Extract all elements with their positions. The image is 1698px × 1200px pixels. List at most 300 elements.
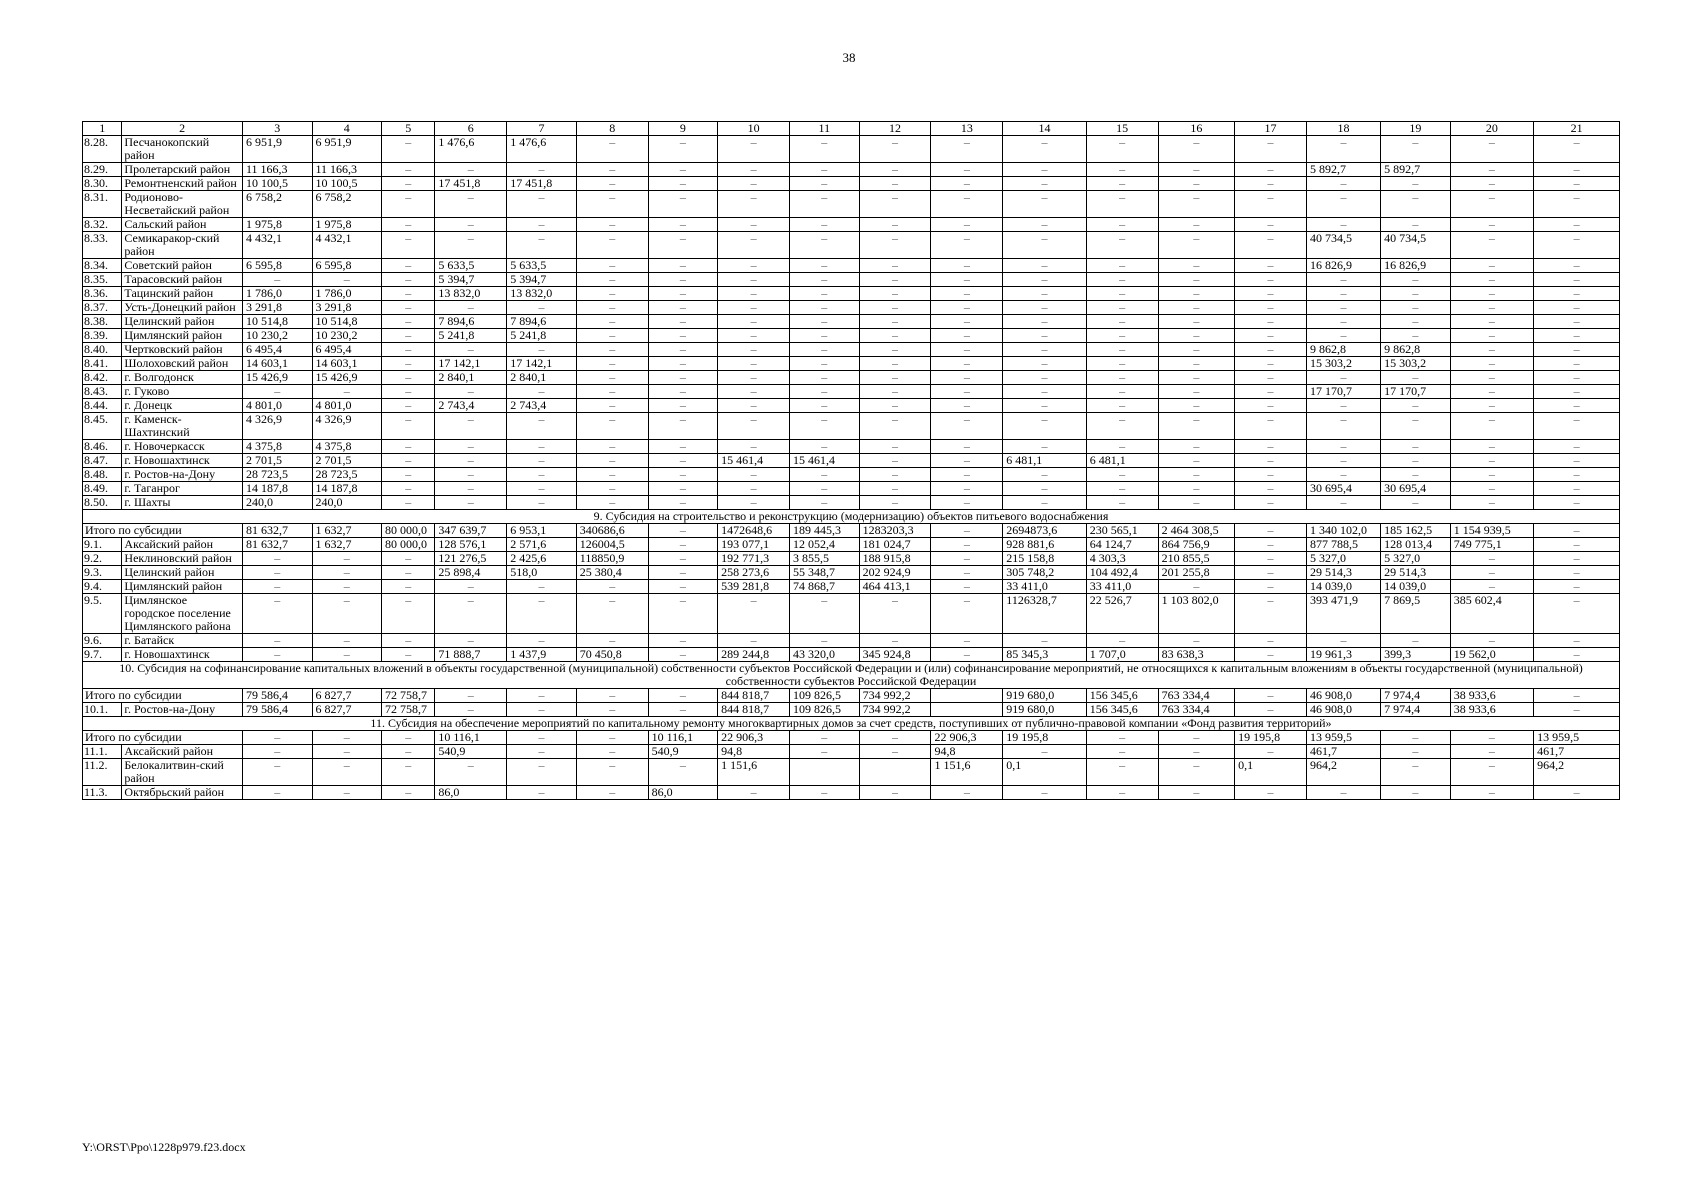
column-number-header: 16 [1158,122,1235,136]
table-cell: – [507,440,577,454]
table-cell: – [1450,191,1533,218]
table-cell: – [507,232,577,259]
table-row [83,163,1620,177]
table-cell: 1 975,8 [312,218,382,232]
table-cell: 6 951,9 [242,136,312,163]
table-cell: – [859,496,931,510]
table-cell: – [435,440,507,454]
table-cell: – [435,301,507,315]
table-cell: – [931,648,1003,662]
column-number-header: 9 [648,122,718,136]
table-cell: – [312,648,382,662]
table-cell: – [1534,385,1620,399]
table-cell: – [1235,399,1307,413]
table-cell: – [435,759,507,786]
table-cell: – [1003,357,1086,371]
table-cell: – [576,343,648,357]
row-number: 8.48. [83,468,122,482]
table-cell: – [790,371,860,385]
table-cell: – [1306,177,1380,191]
table-cell: 185 162,5 [1381,524,1451,538]
territory-name: г. Новошахтинск [122,648,243,662]
table-cell: – [1381,301,1451,315]
table-cell: – [718,399,790,413]
table-cell: – [1086,745,1158,759]
territory-name: г. Таганрог [122,482,243,496]
table-cell: – [718,413,790,440]
table-cell: – [1306,371,1380,385]
table-cell: – [790,731,860,745]
table-cell: – [1450,259,1533,273]
table-cell: – [507,580,577,594]
table-cell: 2 571,6 [507,538,577,552]
table-cell: 1283203,3 [859,524,931,538]
table-cell: – [1086,385,1158,399]
table-cell: – [859,163,931,177]
table-cell: – [507,343,577,357]
table-cell: – [859,315,931,329]
table-cell: – [242,731,312,745]
table-cell: 2 464 308,5 [1158,524,1235,538]
table-cell: – [576,759,648,786]
table-cell: – [1086,287,1158,301]
table-cell: 540,9 [435,745,507,759]
territory-name: г. Новошахтинск [122,454,243,468]
table-cell: 4 303,3 [1086,552,1158,566]
table-cell: – [242,273,312,287]
table-cell: – [1158,731,1235,745]
table-cell: – [1381,191,1451,218]
table-cell: – [382,191,435,218]
table-cell: – [1235,218,1307,232]
table-cell: – [1235,343,1307,357]
table-cell: – [1450,218,1533,232]
column-number-header: 21 [1534,122,1620,136]
table-cell: – [1450,468,1533,482]
table-cell: – [382,315,435,329]
territory-name: г. Ростов-на-Дону [122,468,243,482]
table-cell: – [1158,399,1235,413]
table-cell: 40 734,5 [1306,232,1380,259]
table-cell: – [382,399,435,413]
table-cell: 11 166,3 [242,163,312,177]
column-number-header: 6 [435,122,507,136]
column-number-header: 1 [83,122,122,136]
table-cell: – [1235,552,1307,566]
table-cell [931,689,1003,703]
table-row [83,259,1620,273]
table-cell: – [1381,731,1451,745]
total-label: Итого по субсидии [83,689,243,703]
row-number: 8.44. [83,399,122,413]
table-cell: 30 695,4 [1381,482,1451,496]
table-cell: – [435,218,507,232]
table-cell: – [718,343,790,357]
row-number: 8.37. [83,301,122,315]
table-cell: – [382,259,435,273]
table-cell: – [1381,496,1451,510]
table-cell: 9 862,8 [1381,343,1451,357]
table-row [83,371,1620,385]
table-cell: – [576,177,648,191]
table-row [83,786,1620,800]
table-cell: 6 953,1 [507,524,577,538]
table-cell: 210 855,5 [1158,552,1235,566]
table-cell: – [648,468,718,482]
table-cell: – [648,496,718,510]
table-cell: – [382,566,435,580]
table-cell: – [790,413,860,440]
table-cell: – [1450,232,1533,259]
table-cell: 188 915,8 [859,552,931,566]
table-cell: 5 633,5 [507,259,577,273]
table-cell: – [718,177,790,191]
column-number-header: 17 [1235,122,1307,136]
table-cell: – [1235,357,1307,371]
table-cell: – [718,357,790,371]
table-cell: 3 855,5 [790,552,860,566]
table-cell: – [1158,413,1235,440]
table-cell: – [859,287,931,301]
table-row [83,399,1620,413]
table-cell: 193 077,1 [718,538,790,552]
table-cell: – [1534,538,1620,552]
table-cell: – [1235,648,1307,662]
table-cell: – [1086,371,1158,385]
table-cell: – [1306,191,1380,218]
table-cell: – [242,580,312,594]
table-row [83,648,1620,662]
table-cell: – [1003,315,1086,329]
table-cell: – [1235,454,1307,468]
table-cell: 6 827,7 [312,703,382,717]
table-row [83,468,1620,482]
table-cell: – [859,232,931,259]
column-number-header: 8 [576,122,648,136]
row-number: 9.2. [83,552,122,566]
table-cell: – [1450,163,1533,177]
table-cell: – [1158,343,1235,357]
table-cell: – [1235,287,1307,301]
table-cell: 17 142,1 [507,357,577,371]
table-cell: 340686,6 [576,524,648,538]
table-cell: – [1534,218,1620,232]
table-cell: 14 039,0 [1381,580,1451,594]
column-number-header: 4 [312,122,382,136]
table-cell: 15 303,2 [1306,357,1380,371]
territory-name: Шолоховский район [122,357,243,371]
table-cell: – [1534,371,1620,385]
table-cell: – [435,634,507,648]
table-cell: 83 638,3 [1158,648,1235,662]
table-cell: – [1235,136,1307,163]
table-cell: – [576,399,648,413]
table-cell: 518,0 [507,566,577,580]
table-cell: – [507,745,577,759]
table-cell: 734 992,2 [859,689,931,703]
table-cell: 4 326,9 [242,413,312,440]
table-cell: – [1158,482,1235,496]
table-cell: – [1306,273,1380,287]
territory-name: Тарасовский район [122,273,243,287]
table-cell: 7 974,4 [1381,703,1451,717]
table-cell: 74 868,7 [790,580,860,594]
table-cell: – [648,273,718,287]
table-cell: – [382,413,435,440]
table-cell: – [931,634,1003,648]
table-cell: – [576,745,648,759]
table-cell: – [718,232,790,259]
table-cell: 19 195,8 [1003,731,1086,745]
table-cell: – [1381,759,1451,786]
table-cell: – [859,454,931,468]
table-cell: – [718,385,790,399]
table-cell: – [1381,786,1451,800]
table-cell: 763 334,4 [1158,689,1235,703]
table-cell: – [382,594,435,634]
table-cell: – [1306,468,1380,482]
row-number: 8.50. [83,496,122,510]
table-cell: 11 166,3 [312,163,382,177]
table-cell: – [1158,454,1235,468]
table-cell: 5 892,7 [1381,163,1451,177]
section-title: 10. Субсидия на софинансирование капитальных вложений в объекты государственной (муниципальной) собственности субъектов Российской Федерации и (или) софинансирование мероприятий, не относящихся к капитальным вложениям в объекты государственной (муниципальной) собственности субъектов Российской Федерации [83,662,1620,689]
table-cell: 289 244,8 [718,648,790,662]
territory-name: Цимлянский район [122,580,243,594]
column-number-header: 11 [790,122,860,136]
table-cell: – [718,163,790,177]
table-cell: – [859,191,931,218]
table-row [83,343,1620,357]
table-cell: – [859,786,931,800]
table-cell: – [242,385,312,399]
table-cell: – [859,385,931,399]
table-cell: – [1235,496,1307,510]
table-cell: 919 680,0 [1003,689,1086,703]
table-cell: – [718,273,790,287]
table-cell: – [242,745,312,759]
table-cell: – [382,482,435,496]
table-row [83,315,1620,329]
table-cell: – [435,580,507,594]
table-cell: – [648,566,718,580]
table-cell: – [931,524,1003,538]
table-cell: – [576,371,648,385]
table-cell: 40 734,5 [1381,232,1451,259]
table-cell: – [242,648,312,662]
table-cell: – [1235,689,1307,703]
column-number-header: 15 [1086,122,1158,136]
table-cell: 5 633,5 [435,259,507,273]
table-cell: – [859,301,931,315]
total-row [83,689,1620,703]
table-row [83,191,1620,218]
table-cell: 121 276,5 [435,552,507,566]
territory-name: Чертковский район [122,343,243,357]
table-cell: – [1450,552,1533,566]
table-cell: – [648,552,718,566]
table-cell: – [1235,538,1307,552]
table-cell: – [859,745,931,759]
column-number-row [83,122,1620,136]
table-cell: – [435,163,507,177]
table-cell: 14 187,8 [312,482,382,496]
table-cell: – [1235,413,1307,440]
table-cell: – [1086,232,1158,259]
table-cell: – [648,524,718,538]
table-cell: – [718,259,790,273]
table-cell: – [1534,648,1620,662]
table-cell: – [382,454,435,468]
table-cell: – [312,634,382,648]
table-cell: – [242,634,312,648]
territory-name: Октябрьский район [122,786,243,800]
table-cell: – [382,163,435,177]
table-cell: – [1086,482,1158,496]
table-cell: – [507,689,577,703]
table-cell: 2 425,6 [507,552,577,566]
table-cell: – [1450,343,1533,357]
table-row [83,634,1620,648]
row-number: 8.43. [83,385,122,399]
table-cell: – [1003,191,1086,218]
table-cell: 29 514,3 [1381,566,1451,580]
table-cell: – [242,566,312,580]
column-number-header: 10 [718,122,790,136]
table-cell: – [790,399,860,413]
file-path-footer: Y:\ORST\Ppo\1228p979.f23.docx [82,1140,246,1154]
table-cell: – [859,399,931,413]
table-cell: 1 476,6 [507,136,577,163]
table-cell: 1 975,8 [242,218,312,232]
table-cell: – [1003,136,1086,163]
table-cell: – [576,163,648,177]
table-cell: 118850,9 [576,552,648,566]
row-number: 8.49. [83,482,122,496]
table-cell: – [718,482,790,496]
table-cell: – [435,385,507,399]
territory-name: Сальский район [122,218,243,232]
territory-name: Ремонтненский район [122,177,243,191]
table-cell: 33 411,0 [1086,580,1158,594]
territory-name: Целинский район [122,315,243,329]
table-cell: – [931,273,1003,287]
table-cell: – [1235,329,1307,343]
table-cell: – [1235,524,1307,538]
table-cell: 749 775,1 [1450,538,1533,552]
table-cell: – [1086,177,1158,191]
table-cell: – [435,496,507,510]
table-cell: – [648,648,718,662]
table-row [83,566,1620,580]
table-cell [859,759,931,786]
table-cell: – [1158,745,1235,759]
table-cell: – [931,301,1003,315]
table-cell: 15 461,4 [718,454,790,468]
table-cell: – [790,634,860,648]
table-cell: – [1158,136,1235,163]
table-cell: – [435,232,507,259]
table-cell: – [312,273,382,287]
table-cell: – [242,759,312,786]
table-cell: – [1235,594,1307,634]
table-cell: – [1003,343,1086,357]
table-cell: 17 142,1 [435,357,507,371]
table-cell: – [382,580,435,594]
table-cell: – [1086,301,1158,315]
table-cell: – [790,343,860,357]
table-cell: – [859,329,931,343]
table-cell: – [931,786,1003,800]
table-cell: – [507,163,577,177]
table-cell: – [1003,329,1086,343]
table-cell: 2 701,5 [242,454,312,468]
table-cell: – [718,218,790,232]
table-cell: 5 241,8 [507,329,577,343]
table-cell: – [1086,191,1158,218]
table-cell: – [576,385,648,399]
table-cell: – [1450,580,1533,594]
table-cell: – [790,385,860,399]
table-cell: 1 632,7 [312,524,382,538]
row-number: 8.38. [83,315,122,329]
table-cell: – [382,329,435,343]
table-cell: 2 743,4 [435,399,507,413]
table-cell: 4 432,1 [312,232,382,259]
table-cell: – [648,136,718,163]
table-cell: – [859,273,931,287]
table-cell: – [1235,634,1307,648]
table-cell: 877 788,5 [1306,538,1380,552]
table-cell: – [1450,399,1533,413]
table-cell: – [859,177,931,191]
table-cell: – [382,634,435,648]
table-cell: – [1158,786,1235,800]
territory-name: Целинский район [122,566,243,580]
table-cell: – [576,136,648,163]
table-cell: – [859,343,931,357]
table-cell: 230 565,1 [1086,524,1158,538]
table-cell: – [1235,440,1307,454]
table-cell: – [648,759,718,786]
table-cell: – [648,218,718,232]
table-cell: 80 000,0 [382,538,435,552]
table-cell: – [1086,399,1158,413]
table-cell: 919 680,0 [1003,703,1086,717]
table-cell: – [1158,163,1235,177]
table-cell: – [648,689,718,703]
table-cell: – [1381,634,1451,648]
table-cell: – [648,538,718,552]
table-cell: – [1534,566,1620,580]
table-cell: – [1158,580,1235,594]
table-cell: – [648,703,718,717]
table-cell: 734 992,2 [859,703,931,717]
table-cell: – [1381,454,1451,468]
table-cell: – [1381,136,1451,163]
table-cell: – [576,329,648,343]
table-cell: – [931,385,1003,399]
territory-name: г. Батайск [122,634,243,648]
table-cell: – [382,468,435,482]
table-cell: 19 562,0 [1450,648,1533,662]
table-cell: – [1158,371,1235,385]
table-cell: – [1003,496,1086,510]
table-cell [790,759,860,786]
table-cell: 94,8 [931,745,1003,759]
table-cell: – [1158,315,1235,329]
table-cell: 6 595,8 [242,259,312,273]
